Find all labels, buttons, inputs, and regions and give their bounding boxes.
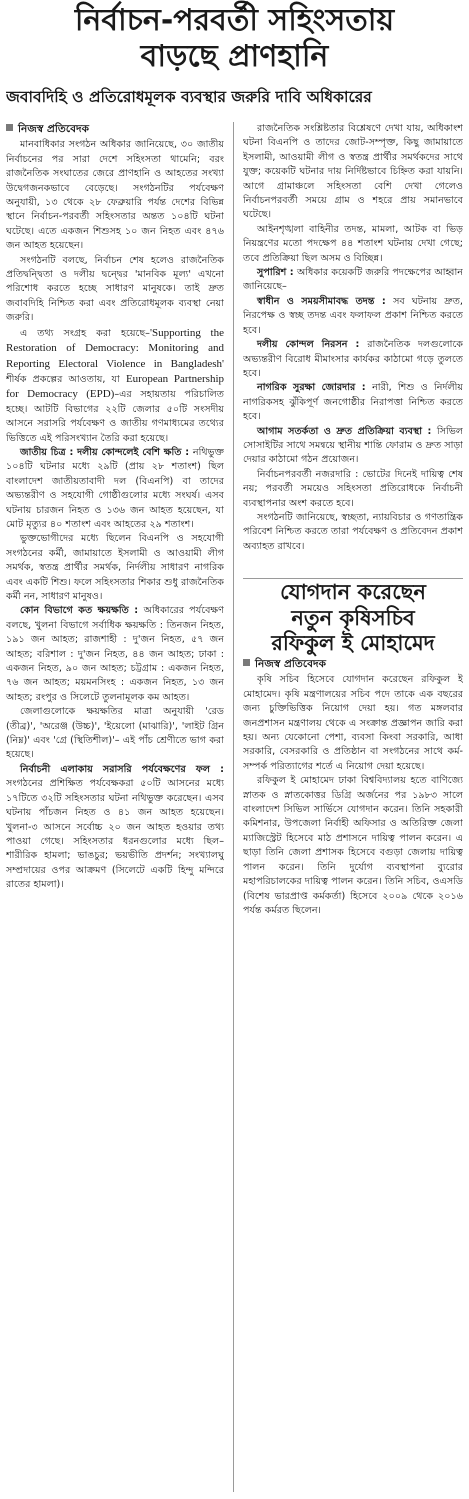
constituency-observation-body: সংগঠনের প্রশিক্ষিত পর্যবেক্ষকরা ৫০টি আসনের মধ্যে ১৭টিতে ৩২টি সহিংসতার ঘটনা নথিভুক্ত করেছেন। এসব ঘটনায় পাঁচজন নিহত ও ৪১ জন আহত হয়েছেন। খুলনা-৩ আসনে সর্বোচ্চ ২০ জন আহত হওয়ার তথ্য পাওয়া গেছে। সহিংসতার ধরনগুলোর মধ্যে ছিল– শারীরিক হামলা; ভাঙচুর; ভয়ভীতি প্রদর্শন; সংখ্যালঘু সম্প্রদায়ের ওপর আক্রমণ (সিলেটে একটি হিন্দু মন্দিরে রাতের হামলা)। bbox=[6, 778, 224, 891]
recommendation-1-heading: স্বাধীন ও সময়সীমাবদ্ধ তদন্ত : bbox=[257, 295, 394, 307]
article2-paragraph-1: কৃষি সচিব হিসেবে যোগদান করেছেন রফিকুল ই মোহামেদ। কৃষি মন্ত্রণালয়ের সচিব পদে তাকে এক বছরের জন্য চুক্তিভিত্তিক নিয়োগ দেয়া হয়। গত মঙ্গলবার জনপ্রশাসন মন্ত্রণালয় থেকে এ সংক্রান্ত প্রজ্ঞাপন জারি করা হয়। অন্য যেকোনো পেশা, ব্যবসা কিংবা সরকারি, আধা সরকারি, বেসরকারি ও প্রতিষ্ঠান বা সংগঠনের সাথে কর্ম-সম্পর্ক পরিত্যাগের শর্তে এ নিয়োগ দেয়া হয়েছে। bbox=[243, 674, 463, 772]
recommendation-5: নির্বাচনপরবর্তী নজরদারি : ভোটের দিনেই দায়িত্ব শেষ নয়; পরবর্তী সময়েও সহিংসতা প্রতিরোধকে নির্বাচনী ব্যবস্থাপনার অংশ করতে হবে। bbox=[243, 468, 463, 509]
recommendation-4-body: সিভিল সোসাইটির সাথে সমন্বয়ে স্থানীয় শান্তি ফোরাম ও দ্রুত সাড়া দেয়ার কাঠামো গঠন প্রয়োজন। bbox=[243, 425, 463, 466]
article2-byline bbox=[243, 657, 463, 671]
article1-column-right bbox=[243, 122, 463, 577]
article1-byline bbox=[6, 122, 224, 136]
article1-paragraph-8 bbox=[6, 763, 224, 893]
article1-column-left bbox=[6, 122, 224, 1496]
recommendations-heading: সুপারিশ : bbox=[257, 267, 297, 279]
square-bullet-icon bbox=[243, 659, 250, 666]
article1-paragraph-1: মানবাধিকার সংগঠন অধিকার জানিয়েছে, ৩০ জাতীয় নির্বাচনের পর সারা দেশে সহিংসতা থামেনি; বরং রাজনৈতিক সংঘাতের জেরে প্রাণহানি ও আহতের সংখ্যা উদ্বেগজনকভাবে বেড়েছে। সংগঠনটির পর্যবেক্ষণ অনুযায়ী, ১৩ থেকে ২৮ ফেব্রুয়ারি পর্যন্ত দেশের বিভিন্ন স্থানে নির্বাচন-পরবর্তী সহিংসতার অন্তত ১০৪টি ঘটনা ঘটেছে। এতে একজন শিশুসহ ১০ জন নিহত এবং ৪৭৬ জন আহত হয়েছেন। bbox=[6, 139, 224, 252]
constituency-observation-heading: নির্বাচনী এলাকায় সরাসরি পর্যবেক্ষণের ফল : bbox=[20, 763, 224, 775]
column-divider bbox=[233, 122, 234, 1492]
recommendation-1 bbox=[243, 295, 463, 338]
article1-paragraph-7: জেলাগুলোকে ক্ষয়ক্ষতির মাত্রা অনুযায়ী 'রেড (তীব্র)', 'অরেঞ্জ (উচ্চ)', 'ইয়েলো (মাঝারি)', 'লাইট গ্রিন (নিম্ন)' এবং 'গ্রে (স্থিতিশীল)'– এই পাঁচ শ্রেণীতে ভাগ করা হয়েছে। bbox=[6, 706, 224, 761]
article1-headline-line2: বাড়ছে প্রাণহানি bbox=[140, 39, 329, 74]
article1-p3-mid: শীর্ষক প্রকল্পের আওতায়, যা bbox=[6, 373, 126, 385]
recommendations-body: অধিকার কয়েকটি জরুরি পদক্ষেপের আহ্বান জানিয়েছে– bbox=[243, 267, 463, 293]
article2-column bbox=[243, 657, 463, 1495]
article2-byline-text: নিজস্ব প্রতিবেদক bbox=[255, 658, 326, 670]
article1-p3-end: –এর সহায়তায় পরিচালিত হচ্ছে। আটটি বিভাগের ২২টি জেলার ৫০টি সংসদীয় আসনে সরাসরি পর্যবেক্ষণ ও জাতীয় গণমাধ্যমের তথ্যের ভিত্তিতে এই পরিসংখ্যান তৈরি করা হয়েছে। bbox=[6, 389, 224, 444]
article1-paragraph-10: আইনশৃঙ্খলা বাহিনীর তদন্ত, মামলা, আটক বা ভিড় নিয়ন্ত্রণের মতো পদক্ষেপ ৪৪ শতাংশ ঘটনায় দেখা গেছে; তবে প্রতিক্রিয়া ছিল অসম ও বিচ্ছিন্ন। bbox=[243, 223, 463, 264]
project-title-english: 'Supporting the Restoration of Democracy: Monitoring and Reporting Electoral Violence in Bangladesh' bbox=[6, 326, 224, 370]
article2-headline-line3: রফিকুল ই মোহামেদ bbox=[271, 631, 435, 655]
recommendation-3-body: নারী, শিশু ও নির্দলীয় নাগরিকসহ ঝুঁকিপূর্ণ জনগোষ্ঠীর নিরাপত্তা নিশ্চিত করতে হবে। bbox=[243, 382, 463, 423]
division-damage-body: অধিকারের পর্যবেক্ষণ বলছে, খুলনা বিভাগে সর্বাধিক ক্ষয়ক্ষতি : তিনজন নিহত, ১৯১ জন আহত; রাজশাহী : দু'জন নিহত, ৫৭ জন আহত; বরিশাল : দু'জন নিহত, ৪৪ জন আহত; ঢাকা : একজন নিহত, ৯০ জন আহত; চট্টগ্রাম : একজন নিহত, ৭৬ জন আহত; ময়মনসিংহ : একজন নিহত, ১৩ জন আহত; রংপুর ও সিলেটে তুলনামূলক কম আহত। bbox=[6, 605, 224, 703]
article1-paragraph-5: ভুক্তভোগীদের মধ্যে ছিলেন বিএনপি ও সহযোগী সংগঠনের কর্মী, জামায়াতে ইসলামী ও আওয়ামী লীগ সমর্থক, স্বতন্ত্র প্রার্থীর সমর্থক, নির্দলীয় সাধারণ নাগরিক এবং একটি শিশু। ফলে সহিংসতার শিকার শুধু রাজনৈতিক কর্মী নন, সাধারণ মানুষও। bbox=[6, 533, 224, 602]
article1-paragraph-3 bbox=[6, 326, 224, 446]
national-picture-body: নথিভুক্ত ১০৪টি ঘটনার মধ্যে ২৯টি (প্রায় ২৮ শতাংশ) ছিল বাংলাদেশ জাতীয়তাবাদী দল (বিএনপি) বা তাদের অভ্যন্তরীণ ও সহযোগী গোষ্ঠীগুলোর মধ্যে সংঘর্ষ। এসব ঘটনায় চারজন নিহত ও ১৩৬ জন আহত হয়েছেন, যা মোট মৃত্যুর ৪০ শতাংশ এবং আহতের ২৯ শতাংশ। bbox=[6, 446, 224, 530]
article1-paragraph-6 bbox=[6, 604, 224, 705]
article2-headline-line1: যোগদান করেছেন bbox=[280, 580, 426, 604]
article2-headline-line2: নতুন কৃষিসচিব bbox=[291, 605, 415, 630]
article1-subheadline: জবাবদিহি ও প্রতিরোধমূলক ব্যবস্থার জরুরি দাবি অধিকারের bbox=[6, 88, 372, 106]
article1-headline-line1: নির্বাচন-পরবর্তী সহিংসতায় bbox=[74, 3, 395, 38]
recommendation-2-heading: দলীয় কোন্দল নিরসন : bbox=[257, 339, 368, 351]
article1-closing-paragraph: সংগঠনটি জানিয়েছে, স্বচ্ছতা, ন্যায়বিচার ও গণতান্ত্রিক পরিবেশ নিশ্চিত করতে তারা পর্যবেক্ষণ ও প্রতিবেদন প্রকাশ অব্যাহত রাখবে। bbox=[243, 511, 463, 552]
article2-paragraph-2: রফিকুল ই মোহামেদ ঢাকা বিশ্ববিদ্যালয় হতে বাণিজ্যে স্নাতক ও স্নাতকোত্তর ডিগ্রি অর্জনের পর ১৯৮৩ সালে বাংলাদেশ সিভিল সার্ভিসে যোগদান করেন। তিনি সহকারী কমিশনার, উপজেলা নির্বাহী অফিসার ও অতিরিক্ত জেলা ম্যাজিস্ট্রেট হিসেবে মাঠ প্রশাসনে দায়িত্ব পালন করেন। এ ছাড়া তিনি জেলা প্রশাসক হিসেবে বগুড়া জেলায় দায়িত্ব পালন করেন। তিনি দুর্যোগ ব্যবস্থাপনা ব্যুরোর মহাপরিচালকের দায়িত্ব পালন করেন। তিনি সচিব, ওএসডি (বিশেষ ভারপ্রাপ্ত কর্মকর্তা) হিসেবে ২০০৯ থেকে ২০১৬ পর্যন্ত কর্মরত ছিলেন। bbox=[243, 775, 463, 916]
square-bullet-icon bbox=[6, 124, 13, 131]
recommendation-2 bbox=[243, 338, 463, 381]
article1-paragraph-2: সংগঠনটি বলছে, নির্বাচন শেষ হলেও রাজনৈতিক প্রতিদ্বন্দ্বিতা ও দলীয় দ্বন্দ্বের 'মানবিক মূল্য' এখনো পরিশোধ করতে হচ্ছে সাধারণ মানুষকে। তাই দ্রুত জবাবদিহি নিশ্চিত করা এবং প্রতিরোধমূলক ব্যবস্থা নেয়া জরুরি। bbox=[6, 254, 224, 324]
division-damage-heading: কোন বিভাগে কত ক্ষয়ক্ষতি : bbox=[20, 605, 144, 617]
national-picture-heading: জাতীয় চিত্র : দলীয় কোন্দলেই বেশি ক্ষতি : bbox=[20, 446, 193, 458]
article2-headline bbox=[243, 580, 463, 657]
epd-name-english: European Partnership for Democracy (EPD) bbox=[6, 372, 224, 401]
recommendation-3 bbox=[243, 381, 463, 424]
recommendation-4 bbox=[243, 425, 463, 468]
recommendation-2-body: রাজনৈতিক দলগুলোকে অভ্যন্তরীণ বিরোধ মীমাংসার কার্যকর কাঠামো গড়ে তুলতে হবে। bbox=[243, 339, 463, 379]
article2-top-rule bbox=[243, 578, 463, 579]
recommendation-1-body: সব ঘটনায় দ্রুত, নিরপেক্ষ ও স্বচ্ছ তদন্ত এবং ফলাফল প্রকাশ নিশ্চিত করতে হবে। bbox=[243, 295, 463, 336]
article1-paragraph-4 bbox=[6, 446, 224, 532]
article1-paragraph-9: রাজনৈতিক সংশ্লিষ্টতার বিশ্লেষণে দেখা যায়, অধিকাংশ ঘটনা বিএনপি ও তাদের জোট-সম্পৃক্ত, কিছু জামায়াতে ইসলামী, আওয়ামী লীগ ও স্বতন্ত্র প্রার্থীর সমর্থকদের সাথে যুক্ত; কয়েকটি ঘটনার দায় নির্দিষ্টভাবে চিহ্নিত করা যায়নি। আগে গ্রামাঞ্চলে সহিংসতা বেশি দেখা গেলেও নির্বাচনপরবর্তী সময়ে গ্রাম ও শহরে প্রায় সমানভাবে ঘটেছে। bbox=[243, 123, 463, 221]
recommendation-3-heading: নাগরিক সুরক্ষা জোরদার : bbox=[257, 382, 373, 394]
recommendations-paragraph bbox=[243, 266, 463, 295]
article1-byline-text: নিজস্ব প্রতিবেদক bbox=[18, 123, 89, 135]
article1-p3-intro: এ তথ্য সংগ্রহ করা হয়েছে– bbox=[20, 327, 150, 339]
recommendation-4-heading: আগাম সতর্কতা ও দ্রুত প্রতিক্রিয়া ব্যবস্থা : bbox=[257, 425, 437, 437]
